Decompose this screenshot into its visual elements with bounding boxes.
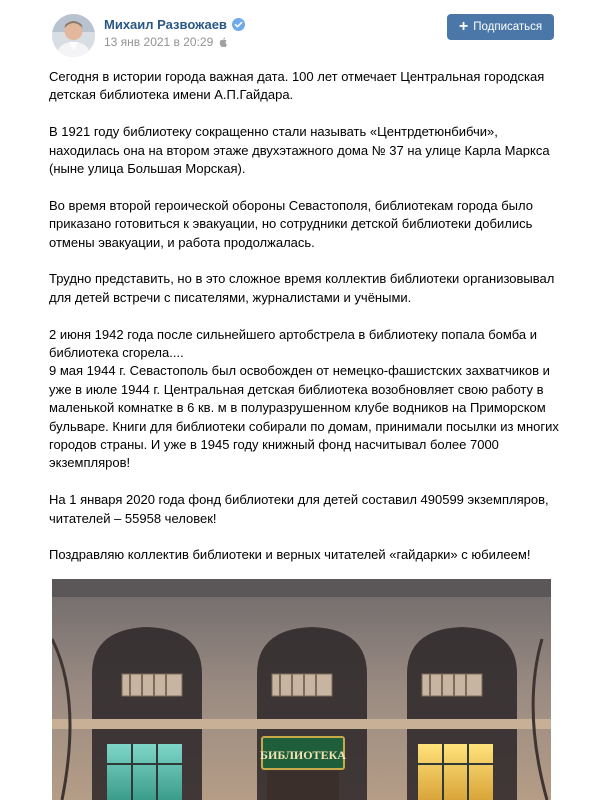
post-text-line: Трудно представить, но в это сложное время коллектив библиотеки организовывал: [49, 271, 555, 287]
post-header: [0, 0, 600, 70]
post-paragraph: [49, 326, 559, 473]
post-text-line: На 1 января 2020 года фонд библиотеки для детей составил 490599 экземпляров,: [49, 492, 549, 508]
post-text-line: отмены эвакуации, и работа продолжалась.: [49, 234, 315, 250]
plus-icon: +: [458, 18, 469, 35]
post-text-line: читателей – 55958 человек!: [49, 510, 217, 526]
post-text-line: приказано готовиться к эвакуации, но сотрудники детской библиотеки добились: [49, 216, 533, 232]
avatar-image: [52, 14, 95, 57]
post-text-line: (ныне улица Большая Морская).: [49, 161, 246, 177]
post-text-line: уже в июле 1944 г. Центральная детская библиотека возобновляет свою работу в: [49, 381, 544, 397]
apple-icon: [219, 37, 228, 47]
post-text-line: для детей встречи с писателями, журналистами и учёными.: [49, 289, 412, 305]
library-building-photo: [52, 579, 551, 800]
library-sign-text: БИБЛИОТЕКА: [260, 748, 346, 762]
author-name[interactable]: [104, 17, 245, 32]
post-paragraph: [49, 270, 559, 307]
verified-icon: [232, 18, 245, 31]
subscribe-button-label: Подписаться: [473, 21, 543, 33]
post-text-line: В 1921 году библиотеку сокращенно стали называть «Центрдетюнбибчи»,: [49, 124, 498, 140]
post-date[interactable]: 13 янв 2021 в 20:29: [104, 35, 214, 49]
post-meta: [104, 35, 228, 49]
post-text-line: Во время второй героической обороны Севастополя, библиотекам города было: [49, 197, 533, 213]
post-text-line: 9 мая 1944 г. Севастополь был освобожден от немецко-фашистских захватчиков и: [49, 363, 550, 379]
post-text-line: городов страны. И уже в 1945 году книжный фонд насчитывал более 7000: [49, 437, 499, 453]
post-text-line: Сегодня в истории города важная дата. 100 лет отмечает Центральная городская: [49, 69, 545, 84]
post-text-line: детская библиотека имени А.П.Гайдара.: [49, 87, 294, 103]
post-text-line: маленькой комнатке в 6 кв. м в полуразрушенном клубе водников на Приморском: [49, 400, 546, 416]
post-paragraph: [49, 123, 559, 178]
post-text-line: Поздравляю коллектив библиотеки и верных читателей «гайдарки» с юбилеем!: [49, 547, 531, 563]
post-paragraph: [49, 491, 559, 528]
subscribe-button[interactable]: [447, 14, 554, 40]
post-photo[interactable]: [52, 579, 551, 800]
post-text-line: экземпляров!: [49, 455, 131, 471]
post-paragraph: [49, 197, 559, 252]
avatar[interactable]: [52, 14, 95, 57]
post-text-line: 2 июня 1942 года после сильнейшего артобстрела в библиотеку попала бомба и: [49, 326, 537, 342]
post-paragraph: [49, 68, 559, 105]
author-name-text[interactable]: Михаил Развожаев: [104, 17, 227, 32]
post-text-line: библиотека сгорела....: [49, 345, 184, 361]
post-paragraph: [49, 546, 559, 564]
post-text: [49, 68, 559, 583]
post-text-line: находилась она на втором этаже двухэтажного дома № 37 на улице Карла Маркса: [49, 142, 550, 158]
post-text-line: бульваре. Книги для библиотеки собирали по домам, принимали посылки из многих: [49, 418, 559, 434]
